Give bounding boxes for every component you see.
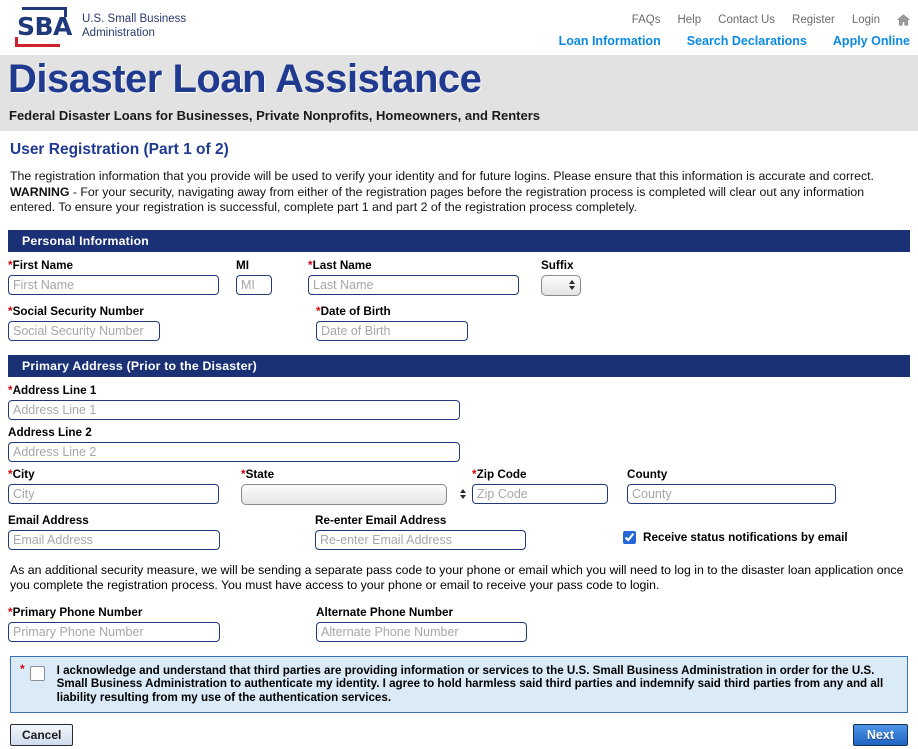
page-title: Disaster Loan Assistance bbox=[8, 57, 482, 101]
row-address2 bbox=[8, 426, 910, 462]
warning-label: WARNING bbox=[10, 184, 70, 199]
nav-contact-us[interactable]: Contact Us bbox=[718, 14, 776, 26]
row-email bbox=[8, 514, 910, 550]
field-last-name bbox=[308, 259, 541, 295]
field-zip-code bbox=[472, 468, 627, 504]
nav-loan-information[interactable]: Loan Information bbox=[558, 34, 661, 48]
required-marker: * bbox=[316, 304, 321, 318]
agency-name bbox=[82, 12, 186, 40]
label-alternate-phone: Alternate Phone Number bbox=[316, 605, 454, 619]
primary-nav bbox=[559, 34, 910, 48]
last-name-input[interactable] bbox=[308, 275, 519, 295]
field-city bbox=[8, 468, 241, 504]
label-ssn-text: Social Security Number bbox=[12, 304, 144, 318]
sba-logo-text: SBA bbox=[17, 12, 72, 41]
mi-input[interactable] bbox=[236, 275, 272, 295]
city-input[interactable] bbox=[8, 484, 219, 504]
label-primary-phone-text: Primary Phone Number bbox=[12, 605, 143, 619]
field-state bbox=[241, 468, 472, 505]
label-email-address: Email Address bbox=[8, 513, 89, 527]
label-dob bbox=[316, 305, 468, 318]
site-header bbox=[0, 0, 918, 55]
field-primary-phone bbox=[8, 606, 316, 642]
home-icon[interactable] bbox=[897, 14, 910, 26]
field-address-line-1 bbox=[8, 384, 460, 420]
primary-phone-input[interactable] bbox=[8, 622, 220, 642]
field-dob bbox=[316, 305, 468, 341]
email-address-input[interactable] bbox=[8, 530, 220, 550]
field-first-name bbox=[8, 259, 236, 295]
acknowledgement-box bbox=[10, 656, 908, 714]
label-ssn bbox=[8, 305, 316, 318]
ssn-input[interactable] bbox=[8, 321, 160, 341]
row-phone bbox=[8, 606, 910, 642]
nav-login[interactable]: Login bbox=[851, 14, 880, 26]
agency-name-line1: U.S. Small Business bbox=[82, 13, 187, 25]
field-county bbox=[627, 468, 836, 504]
label-zip-code-text: Zip Code bbox=[476, 467, 527, 481]
label-mi: MI bbox=[236, 258, 249, 272]
required-marker: * bbox=[241, 467, 246, 481]
label-state-text: State bbox=[245, 467, 275, 481]
acknowledgement-text: I acknowledge and understand that third parties are providing information or services to the U.S. Small Business Administration in order for the U.S. Small Business Administration to authenticate my identity. I agree to hold harmless said third parties and indemnify said third parties from any and all liability resulting from my use of the authentication services. bbox=[56, 663, 884, 704]
row-ssn-dob bbox=[8, 305, 910, 341]
required-marker: * bbox=[308, 258, 313, 272]
label-address-line-1 bbox=[8, 384, 460, 397]
warning-text: - For your security, navigating away from either of the registration pages before the registration process is completed will clear out any information entered. To ensure your registration is successful, complete part 1 and part 2 of the registration process completely. bbox=[10, 184, 865, 214]
next-button[interactable]: Next bbox=[853, 724, 908, 746]
dob-input[interactable] bbox=[316, 321, 468, 341]
alternate-phone-input[interactable] bbox=[316, 622, 527, 642]
label-first-name bbox=[8, 259, 236, 272]
nav-search-declarations[interactable]: Search Declarations bbox=[686, 34, 807, 48]
notify-checkbox[interactable] bbox=[623, 531, 636, 544]
field-suffix bbox=[541, 259, 581, 296]
required-marker: * bbox=[8, 258, 13, 272]
required-marker: * bbox=[8, 605, 13, 619]
required-marker: * bbox=[8, 467, 13, 481]
field-email-confirm bbox=[315, 514, 623, 550]
utility-nav bbox=[632, 14, 910, 26]
label-city-text: City bbox=[12, 467, 35, 481]
nav-help[interactable]: Help bbox=[677, 14, 702, 26]
sba-logo-mark bbox=[12, 7, 70, 47]
notify-checkbox-label: Receive status notifications by email bbox=[643, 530, 848, 544]
required-marker: * bbox=[8, 383, 13, 397]
label-city bbox=[8, 468, 241, 481]
sba-logo[interactable] bbox=[12, 7, 186, 47]
security-paragraph: As an additional security measure, we will be sending a separate pass code to your phone or email which you will need to log in to the disaster loan application once you complete the registration process. You must have access to your phone or email to receive your pass code to login. bbox=[10, 562, 904, 592]
label-primary-phone bbox=[8, 606, 316, 619]
agency-name-line2: Administration bbox=[82, 27, 155, 39]
label-dob-text: Date of Birth bbox=[320, 304, 391, 318]
chevron-updown-icon bbox=[460, 489, 466, 499]
county-input[interactable] bbox=[627, 484, 836, 504]
state-select-wrapper bbox=[241, 484, 472, 505]
label-last-name bbox=[308, 259, 541, 272]
form-actions bbox=[10, 724, 908, 746]
suffix-select[interactable] bbox=[541, 275, 581, 296]
field-address-line-2 bbox=[8, 426, 460, 462]
required-marker: * bbox=[472, 467, 477, 481]
section-header-personal-information: Personal Information bbox=[8, 230, 910, 252]
address-line-1-input[interactable] bbox=[8, 400, 460, 420]
label-email-confirm: Re-enter Email Address bbox=[315, 513, 447, 527]
label-suffix: Suffix bbox=[541, 258, 574, 272]
registration-heading: User Registration (Part 1 of 2) bbox=[10, 141, 229, 158]
section-header-primary-address: Primary Address (Prior to the Disaster) bbox=[8, 355, 910, 377]
first-name-input[interactable] bbox=[8, 275, 219, 295]
zip-code-input[interactable] bbox=[472, 484, 608, 504]
label-address-line-1-text: Address Line 1 bbox=[12, 383, 97, 397]
main-content bbox=[0, 141, 918, 746]
address-line-2-input[interactable] bbox=[8, 442, 460, 462]
required-marker: * bbox=[8, 304, 13, 318]
intro-paragraph: The registration information that you provide will be used to verify your identity and for future logins. Please ensure that this information is accurate and correct. bbox=[10, 169, 874, 183]
state-select[interactable] bbox=[241, 484, 447, 505]
suffix-select-wrapper bbox=[541, 275, 581, 296]
acknowledgement-checkbox[interactable] bbox=[30, 666, 45, 681]
row-address1 bbox=[8, 384, 910, 420]
acknowledgement-required-marker: * bbox=[20, 661, 25, 676]
field-email-address bbox=[8, 514, 315, 550]
label-first-name-text: First Name bbox=[12, 258, 73, 272]
label-zip-code bbox=[472, 468, 627, 481]
field-notify-checkbox bbox=[623, 514, 848, 544]
row-city-state-zip-county bbox=[8, 468, 910, 505]
cancel-button[interactable]: Cancel bbox=[10, 724, 73, 746]
page-banner bbox=[0, 55, 918, 131]
email-confirm-input[interactable] bbox=[315, 530, 526, 550]
row-name bbox=[8, 259, 910, 296]
notify-checkbox-row[interactable] bbox=[623, 531, 848, 544]
label-last-name-text: Last Name bbox=[312, 258, 372, 272]
label-address-line-2: Address Line 2 bbox=[8, 425, 92, 439]
field-ssn bbox=[8, 305, 316, 341]
nav-register[interactable]: Register bbox=[792, 14, 835, 26]
field-mi bbox=[236, 259, 308, 295]
label-state bbox=[241, 468, 472, 481]
nav-apply-online[interactable]: Apply Online bbox=[832, 34, 910, 48]
nav-faqs[interactable]: FAQs bbox=[631, 14, 661, 26]
page-subtitle: Federal Disaster Loans for Businesses, Private Nonprofits, Homeowners, and Renters bbox=[9, 108, 540, 123]
label-county: County bbox=[627, 467, 668, 481]
intro-text bbox=[10, 169, 908, 216]
field-alternate-phone bbox=[316, 606, 527, 642]
